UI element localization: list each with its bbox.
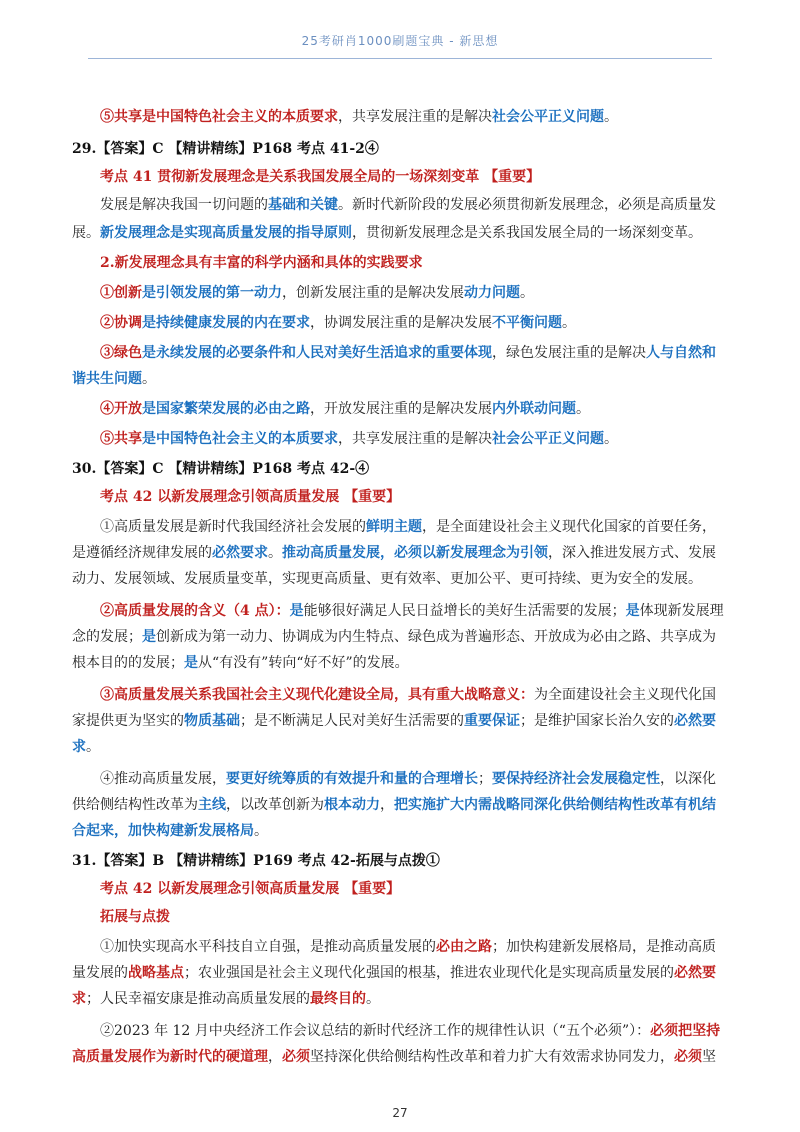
- q31-topic: 考点 42 以新发展理念引领高质量发展 【重要】: [100, 881, 401, 897]
- q30-para-line: ④推动高质量发展，要更好统筹质的有效提升和量的合理增长；要保持经济社会发展稳定性，以深化: [100, 771, 716, 787]
- running-header: 25考研肖1000刷题宝典 - 新思想: [301, 34, 499, 48]
- page-number: 27: [392, 1106, 408, 1120]
- q30-para-line: 根本目的的发展；是从“有没有”转向“好不好”的发展。: [72, 655, 409, 671]
- q30-topic: 考点 42 以新发展理念引领高质量发展 【重要】: [100, 489, 401, 505]
- q30-para-line: ②高质量发展的含义（4 点）：是能够很好满足人民日益增长的美好生活需要的发展；是体现新发展理: [100, 603, 724, 619]
- q29-topic: 考点 41 贯彻新发展理念是关系我国发展全局的一场深刻变革 【重要】: [100, 169, 541, 185]
- q29-item-sharing: ⑤共享是中国特色社会主义的本质要求，共享发展注重的是解决社会公平正义问题。: [100, 431, 618, 447]
- q31-para-line: 量发展的战略基点；农业强国是社会主义现代化强国的根基，推进农业现代化是实现高质量发展的必然要: [72, 965, 716, 981]
- q28-share-line: ⑤共享是中国特色社会主义的本质要求，共享发展注重的是解决社会公平正义问题。: [100, 109, 618, 125]
- header-divider: [88, 58, 712, 59]
- q31-answer: 31.【答案】B 【精讲精练】P169 考点 42-拓展与点拨①: [72, 853, 440, 869]
- q29-para-line: 发展是解决我国一切问题的基础和关键。新时代新阶段的发展必须贯彻新发展理念，必须是高质量发: [100, 197, 716, 213]
- q29-item-innovation: ①创新是引领发展的第一动力，创新发展注重的是解决发展动力问题。: [100, 285, 534, 301]
- q31-para-line: ①加快实现高水平科技自立自强，是推动高质量发展的必由之路；加快构建新发展格局，是推动高质: [100, 939, 716, 955]
- q30-para-line: ①高质量发展是新时代我国经济社会发展的鲜明主题，是全面建设社会主义现代化国家的首要任务，: [100, 519, 716, 535]
- q29-item-openness: ④开放是国家繁荣发展的必由之路，开放发展注重的是解决发展内外联动问题。: [100, 401, 590, 417]
- q29-subheading: 2.新发展理念具有丰富的科学内涵和具体的实践要求: [100, 255, 423, 271]
- q30-para-line: 是遵循经济规律发展的必然要求。推动高质量发展，必须以新发展理念为引领，深入推进发展方式、发展: [72, 545, 716, 561]
- q31-subheading: 拓展与点拨: [100, 909, 170, 925]
- q30-para-line: 求。: [72, 739, 100, 755]
- q30-answer: 30.【答案】C 【精讲精练】P168 考点 42-④: [72, 461, 370, 477]
- q29-para-line: 展。新发展理念是实现高质量发展的指导原则，贯彻新发展理念是关系我国发展全局的一场深刻变革。: [72, 225, 702, 241]
- q31-para-line: 求；人民幸福安康是推动高质量发展的最终目的。: [72, 991, 380, 1007]
- q30-para-line: 合起来，加快构建新发展格局。: [72, 823, 268, 839]
- q30-para-line: 家提供更为坚实的物质基础；是不断满足人民对美好生活需要的重要保证；是维护国家长治久安的必然要: [72, 713, 716, 729]
- q29-item-green: ③绿色是永续发展的必要条件和人民对美好生活追求的重要体现，绿色发展注重的是解决人与自然和: [100, 345, 716, 361]
- q30-para-line: ③高质量发展关系我国社会主义现代化建设全局，具有重大战略意义：为全面建设社会主义现代化国: [100, 687, 716, 703]
- q30-para-line: 念的发展；是创新成为第一动力、协调成为内生特点、绿色成为普遍形态、开放成为必由之路、共享成为: [72, 629, 716, 645]
- q29-item-green-cont: 谐共生问题。: [72, 371, 156, 387]
- q29-answer: 29.【答案】C 【精讲精练】P168 考点 41-2④: [72, 141, 379, 157]
- q29-item-coordination: ②协调是持续健康发展的内在要求，协调发展注重的是解决发展不平衡问题。: [100, 315, 576, 331]
- q31-para-line: ②2023 年 12 月中央经济工作会议总结的新时代经济工作的规律性认识（“五个必须”）：必须把坚持: [100, 1023, 721, 1039]
- q30-para-line: 供给侧结构性改革为主线，以改革创新为根本动力，把实施扩大内需战略同深化供给侧结构性改革有机结: [72, 797, 716, 813]
- q30-para-line: 动力、发展领域、发展质量变革，实现更高质量、更有效率、更加公平、更可持续、更为安全的发展。: [72, 571, 702, 587]
- q31-para-line: 高质量发展作为新时代的硬道理，必须坚持深化供给侧结构性改革和着力扩大有效需求协同发力，必须坚: [72, 1049, 716, 1065]
